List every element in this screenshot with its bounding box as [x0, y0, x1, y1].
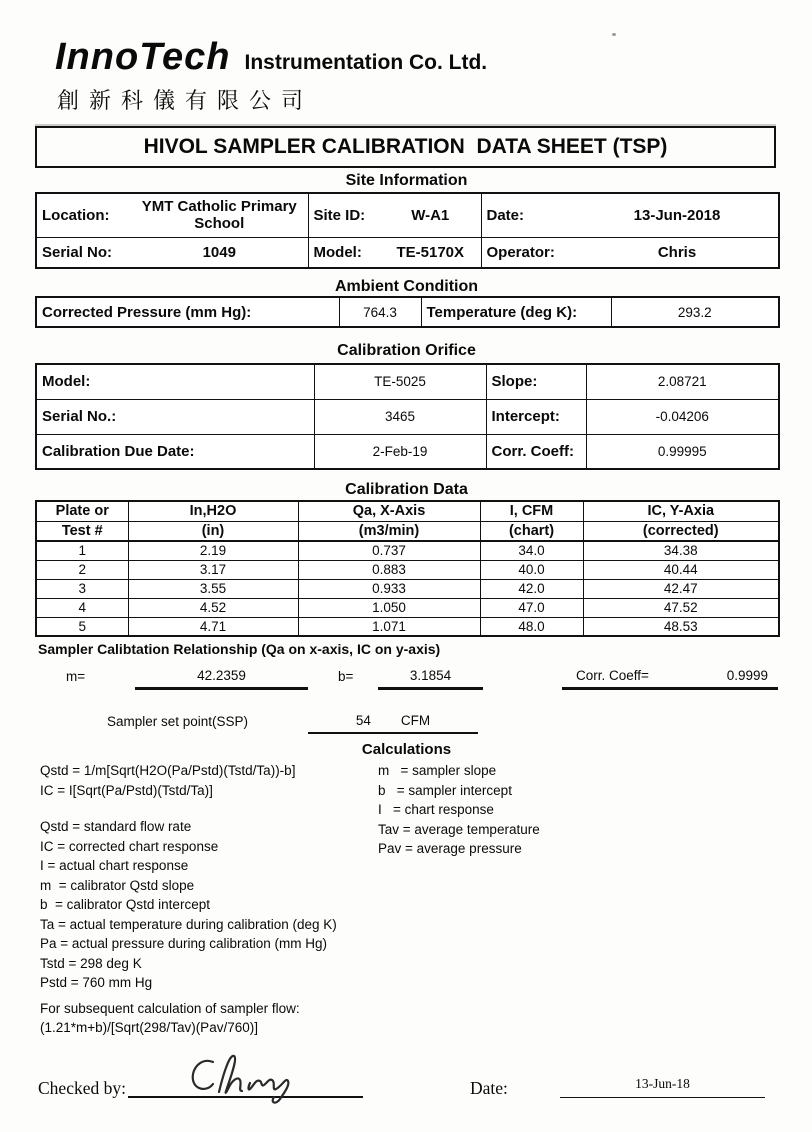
formula-ic: IC = I[Sqrt(Pa/Pstd)(Tstd/Ta)] — [40, 782, 213, 798]
col-header: Plate or — [36, 501, 128, 521]
due-date-value: 2-Feb-19 — [314, 434, 486, 469]
table-header-row — [36, 501, 779, 521]
calibration-data-heading: Calibration Data — [345, 481, 468, 498]
ambient-condition-table — [35, 296, 780, 328]
footer-date-label: Date: — [470, 1078, 508, 1098]
cell: 48.53 — [583, 617, 779, 636]
ssp-label: Sampler set point(SSP) — [107, 714, 249, 729]
col-header: I, CFM — [480, 501, 583, 521]
calibration-orifice-heading: Calibration Orifice — [337, 342, 476, 359]
definition: I = actual chart response — [40, 858, 189, 873]
corr-coeff-result-label: Corr. Coeff= — [576, 668, 649, 683]
col-header: (chart) — [480, 521, 583, 541]
site-information-heading: Site Information — [345, 172, 468, 189]
document-title: HIVOL SAMPLER CALIBRATION DATA SHEET (TSP) — [143, 135, 668, 158]
document-title-box — [35, 126, 776, 168]
cell: 40.0 — [480, 560, 583, 579]
table-row — [36, 434, 779, 469]
model-label: Model: — [308, 237, 380, 268]
cell: 1.071 — [298, 617, 480, 636]
definition: Ta = actual temperature during calibration (deg K) — [40, 916, 337, 932]
orifice-serial-value: 3465 — [314, 399, 486, 434]
company-logo — [55, 36, 487, 79]
company-name-suffix: Instrumentation Co. Ltd. — [244, 51, 488, 74]
model-value: TE-5170X — [380, 237, 481, 268]
cell: 3.55 — [128, 579, 298, 598]
cell: 1 — [36, 541, 128, 560]
definition: Pav = average pressure — [378, 841, 522, 856]
definition: I = chart response — [378, 802, 494, 817]
col-header: (m3/min) — [298, 521, 480, 541]
definition: Pa = actual pressure during calibration (mm Hg) — [40, 936, 328, 951]
orifice-model-value: TE-5025 — [314, 364, 486, 399]
pressure-label: Corrected Pressure (mm Hg): — [42, 303, 252, 321]
company-name-chinese: 創新科儀有限公司 — [57, 88, 314, 113]
cell: 0.933 — [298, 579, 480, 598]
ssp-value-box — [308, 713, 478, 734]
slope-label: Slope: — [486, 364, 586, 399]
cell: 2 — [36, 560, 128, 579]
cell: 42.47 — [583, 579, 779, 598]
definition: IC = corrected chart response — [40, 838, 219, 854]
due-date-label: Calibration Due Date: — [36, 434, 314, 469]
cell: 42.0 — [480, 579, 583, 598]
col-header: IC, Y-Axia — [583, 501, 779, 521]
cell: 34.38 — [583, 541, 779, 560]
cell: 3 — [36, 579, 128, 598]
calculations-left-column — [40, 761, 337, 1038]
location-value — [131, 193, 308, 237]
operator-value: Chris — [576, 237, 779, 268]
cell: 34.0 — [480, 541, 583, 560]
cell: 47.0 — [480, 598, 583, 617]
definition: b = calibrator Qstd intercept — [40, 897, 210, 912]
definition: Pstd = 760 mm Hg — [40, 975, 153, 990]
b-value: 3.1854 — [378, 668, 483, 690]
col-header: In,H2O — [128, 501, 298, 521]
slope-value: 2.08721 — [586, 364, 779, 399]
definition: m = sampler slope — [378, 763, 497, 778]
definition: Qstd = standard flow rate — [40, 819, 192, 834]
operator-label: Operator: — [481, 237, 576, 268]
date-label: Date: — [481, 193, 576, 237]
site-id-value: W-A1 — [411, 206, 450, 224]
formula-qstd: Qstd = 1/m[Sqrt(H2O(Pa/Pstd)(Tstd/Ta))-b] — [40, 763, 296, 778]
cell: 2.19 — [128, 541, 298, 560]
serial-no-value: 1049 — [131, 237, 308, 268]
signature — [183, 1046, 323, 1104]
cell: 48.0 — [480, 617, 583, 636]
location-label: Location: — [42, 206, 110, 224]
calibration-orifice-table — [35, 363, 780, 470]
company-name: InnoTech — [55, 36, 231, 78]
temperature-value: 293.2 — [611, 297, 779, 327]
site-information-table — [35, 192, 780, 269]
table-row — [36, 364, 779, 399]
definition: Tstd = 298 deg K — [40, 955, 142, 971]
calculations-right-column — [378, 761, 540, 859]
checked-by-label: Checked by: — [38, 1078, 126, 1098]
table-row — [36, 579, 779, 598]
definition: m = calibrator Qstd slope — [40, 877, 195, 893]
cell: 40.44 — [583, 560, 779, 579]
table-row — [36, 193, 779, 237]
table-row — [36, 541, 779, 560]
orifice-model-label: Model: — [36, 364, 314, 399]
location-value-line2: School — [194, 215, 245, 233]
pressure-value: 764.3 — [339, 297, 421, 327]
cell: 47.52 — [583, 598, 779, 617]
table-row — [36, 399, 779, 434]
table-row — [36, 598, 779, 617]
spacer — [40, 800, 337, 817]
footer-date-value: 13-Jun-18 — [560, 1076, 765, 1098]
col-header: Qa, X-Axis — [298, 501, 480, 521]
definition: Tav = average temperature — [378, 821, 540, 837]
corr-coeff-result-value: 0.9999 — [726, 668, 768, 683]
cell: 4.52 — [128, 598, 298, 617]
intercept-value: -0.04206 — [586, 399, 779, 434]
calibration-data-table — [35, 500, 780, 637]
intercept-label: Intercept: — [486, 399, 586, 434]
subsequent-note: For subsequent calculation of sampler flow: — [40, 1000, 300, 1016]
scan-speck — [612, 33, 616, 36]
location-value-line1: YMT Catholic Primary — [141, 198, 297, 216]
date-value: 13-Jun-2018 — [633, 206, 721, 224]
table-row — [36, 297, 779, 327]
serial-no-label: Serial No: — [36, 237, 131, 268]
temperature-label: Temperature (deg K): — [421, 297, 611, 327]
definition: b = sampler intercept — [378, 782, 512, 798]
b-label: b= — [338, 669, 354, 684]
ssp-value: 54 — [355, 713, 371, 728]
cell: 3.17 — [128, 560, 298, 579]
ssp-unit: CFM — [400, 713, 431, 728]
col-header: (corrected) — [583, 521, 779, 541]
cell: 0.737 — [298, 541, 480, 560]
cell: 1.050 — [298, 598, 480, 617]
corr-coeff-label: Corr. Coeff: — [486, 434, 586, 469]
table-header-row — [36, 521, 779, 541]
corr-coeff-value: 0.99995 — [586, 434, 779, 469]
cell: 5 — [36, 617, 128, 636]
cell: 4 — [36, 598, 128, 617]
subsequent-formula: (1.21*m+b)/[Sqrt(298/Tav)(Pav/760)] — [40, 1020, 258, 1035]
table-row — [36, 237, 779, 268]
ambient-condition-heading: Ambient Condition — [334, 278, 479, 295]
signature-line — [128, 1058, 363, 1098]
calculations-heading: Calculations — [361, 741, 452, 758]
m-label: m= — [66, 669, 86, 684]
cell: 4.71 — [128, 617, 298, 636]
m-value: 42.2359 — [135, 668, 308, 690]
table-row — [36, 617, 779, 636]
col-header: Test # — [36, 521, 128, 541]
orifice-serial-label: Serial No.: — [36, 399, 314, 434]
site-id-label: Site ID: — [308, 193, 380, 237]
col-header: (in) — [128, 521, 298, 541]
corr-coeff-result — [562, 668, 778, 690]
table-row — [36, 560, 779, 579]
relationship-heading: Sampler Calibtation Relationship (Qa on x-axis, IC on y-axis) — [38, 641, 441, 657]
cell: 0.883 — [298, 560, 480, 579]
